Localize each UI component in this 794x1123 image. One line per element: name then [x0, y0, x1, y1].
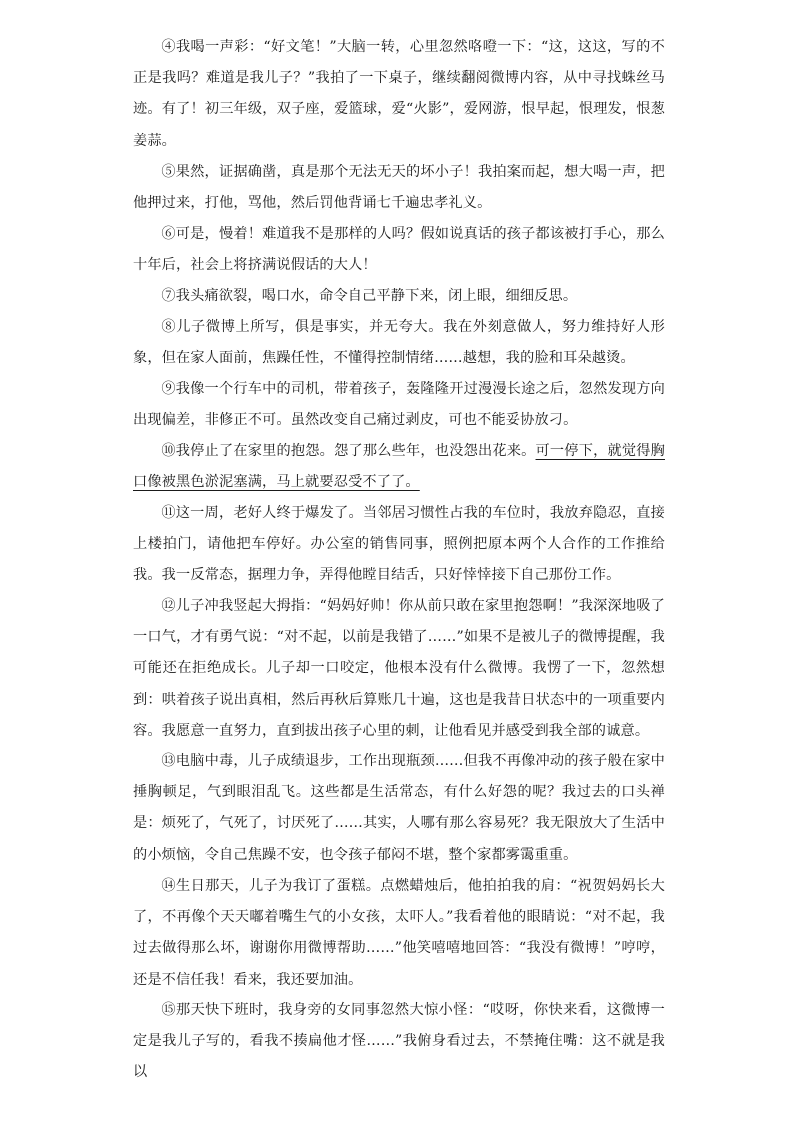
paragraph-13: ⑬电脑中毒，儿子成绩退步，工作出现瓶颈……但我不再像冲动的孩子般在家中捶胸顿足，气到眼泪乱飞。这些都是生活常态，有什么好怨的呢？我过去的口头禅是：烦死了，气死了，讨厌死了……其实，人哪有那么容易死？我无限放大了生活中的小烦恼，令自己焦躁不安，也令孩子郁闷不堪，整个家都雾霭重重。 — [133, 753, 665, 863]
paragraph-11: ⑪这一周，老好人终于爆发了。当邻居习惯性占我的车位时，我放弃隐忍，直接上楼拍门，请他把车停好。办公室的销售同事，照例把原本两个人合作的工作推给我。我一反常态，据理力争，弄得他瞠目结舌，只好悻悻接下自己那份工作。 — [133, 505, 665, 584]
paragraph-10-text: ⑩我停止了在家里的抱怨。怨了那么些年，也没怨出花来。 — [161, 443, 536, 459]
paragraph-9: ⑨我像一个行车中的司机，带着孩子，轰隆隆开过漫漫长途之后，忽然发现方向出现偏差，非修正不可。虽然改变自己痛过剥皮，可也不能妥协放刁。 — [133, 381, 665, 429]
paragraph-14: ⑭生日那天，儿子为我订了蛋糕。点燃蜡烛后，他拍拍我的肩：“祝贺妈妈长大了，不再像个天天嘟着嘴生气的小女孩，太吓人。”我看着他的眼睛说：“对不起，我过去做得那么坏，谢谢你用微博帮助……”他笑嘻嘻地回答：“我没有微博！”哼哼，还是不信任我！看来，我还要加油。 — [133, 878, 665, 988]
paragraph-8: ⑧儿子微博上所写，俱是事实，并无夸大。我在外刻意做人，努力维持好人形象，但在家人面前，焦躁任性，不懂得控制情绪……越想，我的脸和耳朵越烫。 — [133, 319, 665, 367]
paragraph-5: ⑤果然，证据确凿，真是那个无法无天的坏小子！我拍案而起，想大喝一声，把他押过来，打他，骂他，然后罚他背诵七千遍忠孝礼义。 — [133, 164, 665, 212]
paragraph-6: ⑥可是，慢着！难道我不是那样的人吗？假如说真话的孩子都该被打手心，那么十年后，社会上将挤满说假话的大人！ — [133, 226, 665, 274]
paragraph-10 — [133, 436, 665, 498]
paragraph-15: ⑮那天快下班时，我身旁的女同事忽然大惊小怪：“哎呀，你快来看，这微博一定是我儿子写的，看我不揍扁他才怪……”我俯身看过去，不禁掩住嘴：这不就是我以 — [133, 1002, 665, 1081]
paragraph-10-underlined-sentence: 可一停下，就觉得胸口像被黑色淤泥塞满，马上就要忍受不了了。 — [133, 443, 665, 491]
paragraph-4: ④我喝一声彩：“好文笔！”大脑一转，心里忽然咯噔一下：“这，这这，写的不正是我吗？难道是我儿子？”我拍了一下桌子，继续翻阅微博内容，从中寻找蛛丝马迹。有了！初三年级，双子座，爱篮球，爱“火影”，爱网游，恨早起，恨理发，恨葱姜蒜。 — [133, 39, 665, 149]
paragraph-7: ⑦我头痛欲裂，喝口水，命令自己平静下来，闭上眼，细细反思。 — [161, 288, 578, 304]
paragraph-12: ⑫儿子冲我竖起大拇指：“妈妈好帅！你从前只敢在家里抱怨啊！”我深深地吸了一口气，才有勇气说：“对不起，以前是我错了……”如果不是被儿子的微博提醒，我可能还在拒绝成长。儿子却一口咬定，他根本没有什么微博。我愣了一下，忽然想到：哄着孩子说出真相，然后再秋后算账几十遍，这也是我昔日状态中的一项重要内容。我愿意一直努力，直到拔出孩子心里的刺，让他看见并感受到我全部的诚意。 — [133, 598, 665, 739]
